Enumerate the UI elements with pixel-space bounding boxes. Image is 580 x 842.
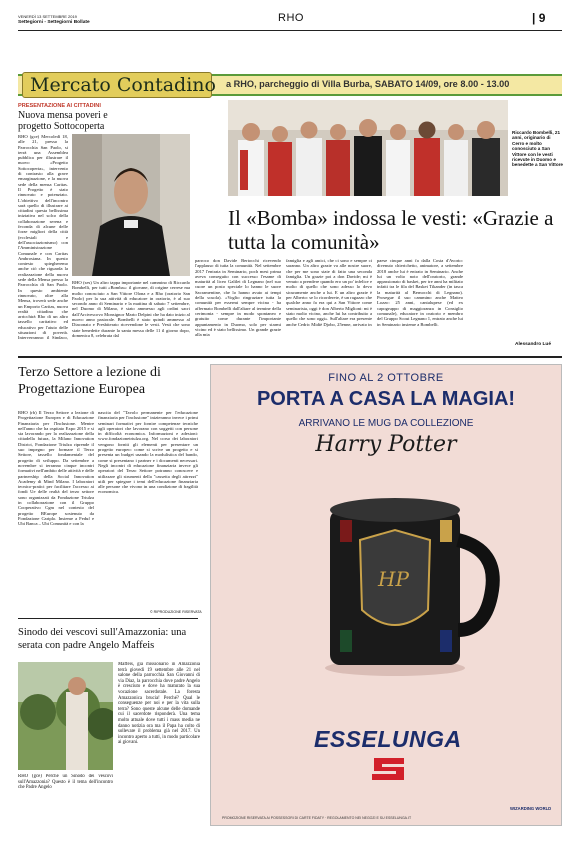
page-number-value: 9 <box>538 11 546 25</box>
header-date: VENERDÌ 13 SETTEMBRE 2019 <box>18 14 77 19</box>
amazon-photo <box>18 662 113 770</box>
portrait-photo <box>72 134 190 276</box>
article4-body: Maffeis, già missionario in Amazzonia terrà giovedì 19 settembre alle 21 nel salone della parrocchia San Giovanni di via Diaz, la parrocchia dove padre Angelo è cresciuto e dove ha maturato la sua vocazione sacerdotale. La foresta Amazzonica brucia! Perché? Qual le conseguenze per noi e per la vita sulla terra? Sono queste alcune delle domande cui il sacerdote risponderà. Una tema molto attuale dove tutti i mass media ne danno notizia ora ma il Papa ha colto di sollevare il problema già nel 2017. Un incontro aperto a tutti, in modo particolare ai giovani. <box>118 662 200 746</box>
mug-label: HP <box>378 567 409 591</box>
article2-title: Il «Bomba» indossa le vesti: «Grazie a tutta la comunità» <box>228 206 554 254</box>
ad-footer: PROMOZIONE RISERVATA AI POSSESSORI DI CARTE FIDATY · REGOLAMENTO NEI NEGOZI E SU ESSELUNGA.IT <box>222 816 412 820</box>
portrait-photo-illustration <box>72 134 190 276</box>
amazon-photo-illustration <box>18 662 113 770</box>
article1-title: Nuova mensa poveri e progetto Sottocoperta <box>18 110 108 132</box>
article2-col4: paese cinque anni fa dalla Costa d'Avorio: divenuto chierichetto, animatore, a settembre 2018 anche lui è entrato in Seminario. Anche lui un volto noto dell'oratorio, grande appassionato di basket, per tre anni ha militato infatti tra le fila del Basket Tikander (in tasca la maturità al Bernocchi di Legnano). Prosegue il suo cammino anche Matteo Lozzo: 25 anni, cantalupese (ed ex capogruppo di maggioranza in Consiglio comunale), educatore in oratorio e membro del Gruppo Scout Legnano 1, entrato anche lui in Seminario insieme a Bombelli. <box>377 258 463 327</box>
ad-sub: ARRIVANO LE MUG DA COLLEZIONE <box>298 418 474 429</box>
header-left <box>18 14 90 25</box>
article2-col2: parroco don Davide Bertocchi ricevendo l'applauso di tutta la comunità. Nel settembre 2017 l'entrata in Seminario, poch mesi prima aveva conseguito con successo l'esame di maturità al liceo Galilei di Legnano (nel suo cuore un posto speciale lo hanno le suore Sacramentine, che lo hanno avuto ai tempi della scuola). «Voglio ringraziare tutta la comunità per essermi sempre vicina - ha affermato Bombelli dall'altare al termine della cerimonia - sempre in modo spontaneo e gratuito come durante l'importante appuntamento in Duomo, solo per starmi vicino ed è stato bellissimo. Un grande grazie alla mia <box>195 258 281 338</box>
header-rule <box>18 30 562 31</box>
group-photo <box>228 100 508 196</box>
article3-col1: RHO (rb) Il Terzo Settore a lezione di Progettazione Europea e di Educazione Finanziaria per l'Inclusione. Mentre nell'anno che ha ospitato Expo 2015 e si sta lavorando per la realizzazione della cittadella futura, la Milano Innovation District, Fondazione Triulza riprende il suo impegno per formare il Terzo Settore, tassello fondamentale del progetto di sviluppo. Da settembre a novembre si terranno cinque incontri formativi nell'ambito delle attività e delle partnership della Social Innovation Academy di Mind Milano. I laboratori tecnico-pratici per facilitare l'accesso ai fondi Ue delle realtà del terzo settore sono organizzati da Fondazione Triulza in collaborazione con il Gruppo Cooperativo Cgm nel contesto del progetto BEurope sostenuto da Fondazione Cariplo. Insieme a Feduf e Ubi Banca – Ubi Comunità e con la <box>18 410 94 527</box>
article2-col3: famiglia e agli amici, che ci sono e sempre ci saranno. Un altro grazie va alle nostre suore, che per me sono state di fatto una seconda famiglia. Un grazie poi a don Davide; mi è venuto a prendere quando ero un po' infelice e molto di quello che sono adesso lo devo sicuramente anche a lui. E un altro grazie è per Alberto: se lo ricorderete, è un ragazzo che qualche anno fa era qui a San Vittore come seminarista, oggi è don Alberto Miglioni: mi è stato molto vicino, anche lui ha contribuito a quello che sono oggi». Sull'altare era presente anche Cedric Midiè Djobo, 25enne, arrivato in <box>286 258 372 327</box>
article3-col2: nascita del "Tavolo permanente per l'educazione finanziaria per l'inclusione" inizieranno invece i primi seminari formativi per fornire competenze tecniche agli operatori che lavorano con soggetti con persone in difficoltà economica. Informazioni e adesioni: www.fondazionetriulza.org. Nel corso dei laboratori vengono forniti gli elementi per presentare un progetto europeo: come si scrive un progetto e si presenta un budget usando la modulistica del bando, come si presentano i partner e i documenti necessari. Negli incontri di educazione finanziaria invece gli operatori del Terzo Settore potranno conoscere e utilizzare gli strumenti della "cassetta degli attrezzi" utili per spiegare i temi dell'educazione finanziaria alle persone che vivono in una condizione di fragilità economica. <box>98 410 198 495</box>
ad-store-logo: ESSELUNGA <box>314 726 462 752</box>
ad-wizarding: WIZARDING WORLD <box>510 806 552 811</box>
article4-title: Sinodo dei vescovi sull'Amazzonia: una serata con padre Angelo Maffeis <box>18 627 187 651</box>
article2-caption: Riccardo Bombelli, 21 anni, originario di Cerro e molto conosciuto a San Vittore con le vesti ricevute in Duomo e benedette a San Vittore <box>512 130 563 168</box>
ad-brand: Harry Potter <box>315 432 457 457</box>
header-paper: Settegiorni - Settegiorni Bollate <box>18 19 90 25</box>
mid-rule <box>18 356 562 358</box>
article3-rule <box>18 618 198 619</box>
article2-col1: RHO (ses) Un altro tappa importante nel cammino di Riccardo Bombelli, per tutti «Bomba»: il giovane, di origine cerrese ma molto conosciuto a San Vittore Olona e a Rho (oratorio San Paolo) per la sua attività di educatore in oratorio, è al suo secondo anno di Seminario e la mattina di sabato 7 settembre, nel Duomo di Milano, è stato ammesso agli ordini sacri dall'Arcivescovo Monsignor Mario Delpini che ha dato inizio al nuovo anno pastorale. Bombelli è stato quindi ammesso al Diaconato e Presbiterato ricevendone le vesti. Vesti che sono state benedette durante la santa messa delle 11 il giorno dopo, domenica 8, celebrata dal <box>72 280 190 338</box>
article3-credit: © RIPRODUZIONE RISERVATA <box>150 610 202 614</box>
article1-kicker: PRESENTAZIONE AI CITTADINI <box>18 103 101 109</box>
store-s-icon <box>368 754 408 782</box>
section-name: RHO <box>278 12 304 24</box>
mercato-info: a RHO, parcheggio di Villa Burba, SABATO 14/09, ore 8.00 - 13.00 <box>226 79 510 89</box>
group-photo-illustration <box>228 100 508 196</box>
group-people <box>238 119 500 196</box>
article3-title: Terzo Settore a lezione di Progettazione Europea <box>18 365 161 397</box>
article2-author: Alessandro Lué <box>515 342 551 347</box>
ad-headline: PORTA A CASA LA MAGIA! <box>256 388 516 410</box>
article1-body: RHO (gce) Mercoledì 18, alle 21, presso la Parrocchia San Paolo, si terrà una Assemblea pubblica per illustrare il nuovo «Progetto Sottocoperta», intervento di contrasto alla grave emarginazione, e la nuova sede della mensa Caritas. Il Progetto è stato rinnovato e potenziato. L'obiettivo dell'incontro sarà quello di illustrare ai cittadini questa bellissima iniziativa nel solco della collaborazione serena e feconda di alcune delle forze migliori della città (ecclesiali e dell'associazionismo) con l'Amministrazione Comunale e con Caritas Ambrosiana. In questo contesto spiegheremo anche ciò che riguarda la realizzazione della nuova sede della Mensa presso la Parrocchia di San Paolo. In questo ambiente rinnovato, oltre alla Mensa, troverà sede anche un Emporio Caritas, nuova realtà cittadina che arricchirà Rho di un altro tassello caritativo ed educativo per l'aiuto delle situazioni di povertà. Interverranno: il Sindaco, <box>18 134 68 340</box>
ad-top-line: FINO AL 2 OTTOBRE <box>328 372 444 384</box>
page-number: | 9 <box>532 11 546 25</box>
mercato-title: Mercato Contadino <box>30 74 216 96</box>
article4-caption: RHO (gce) Perché un Sinodo dei vescovi sull'Amazzonia? Questo è il tema dell'incontro che Padre Angelo <box>18 774 113 791</box>
